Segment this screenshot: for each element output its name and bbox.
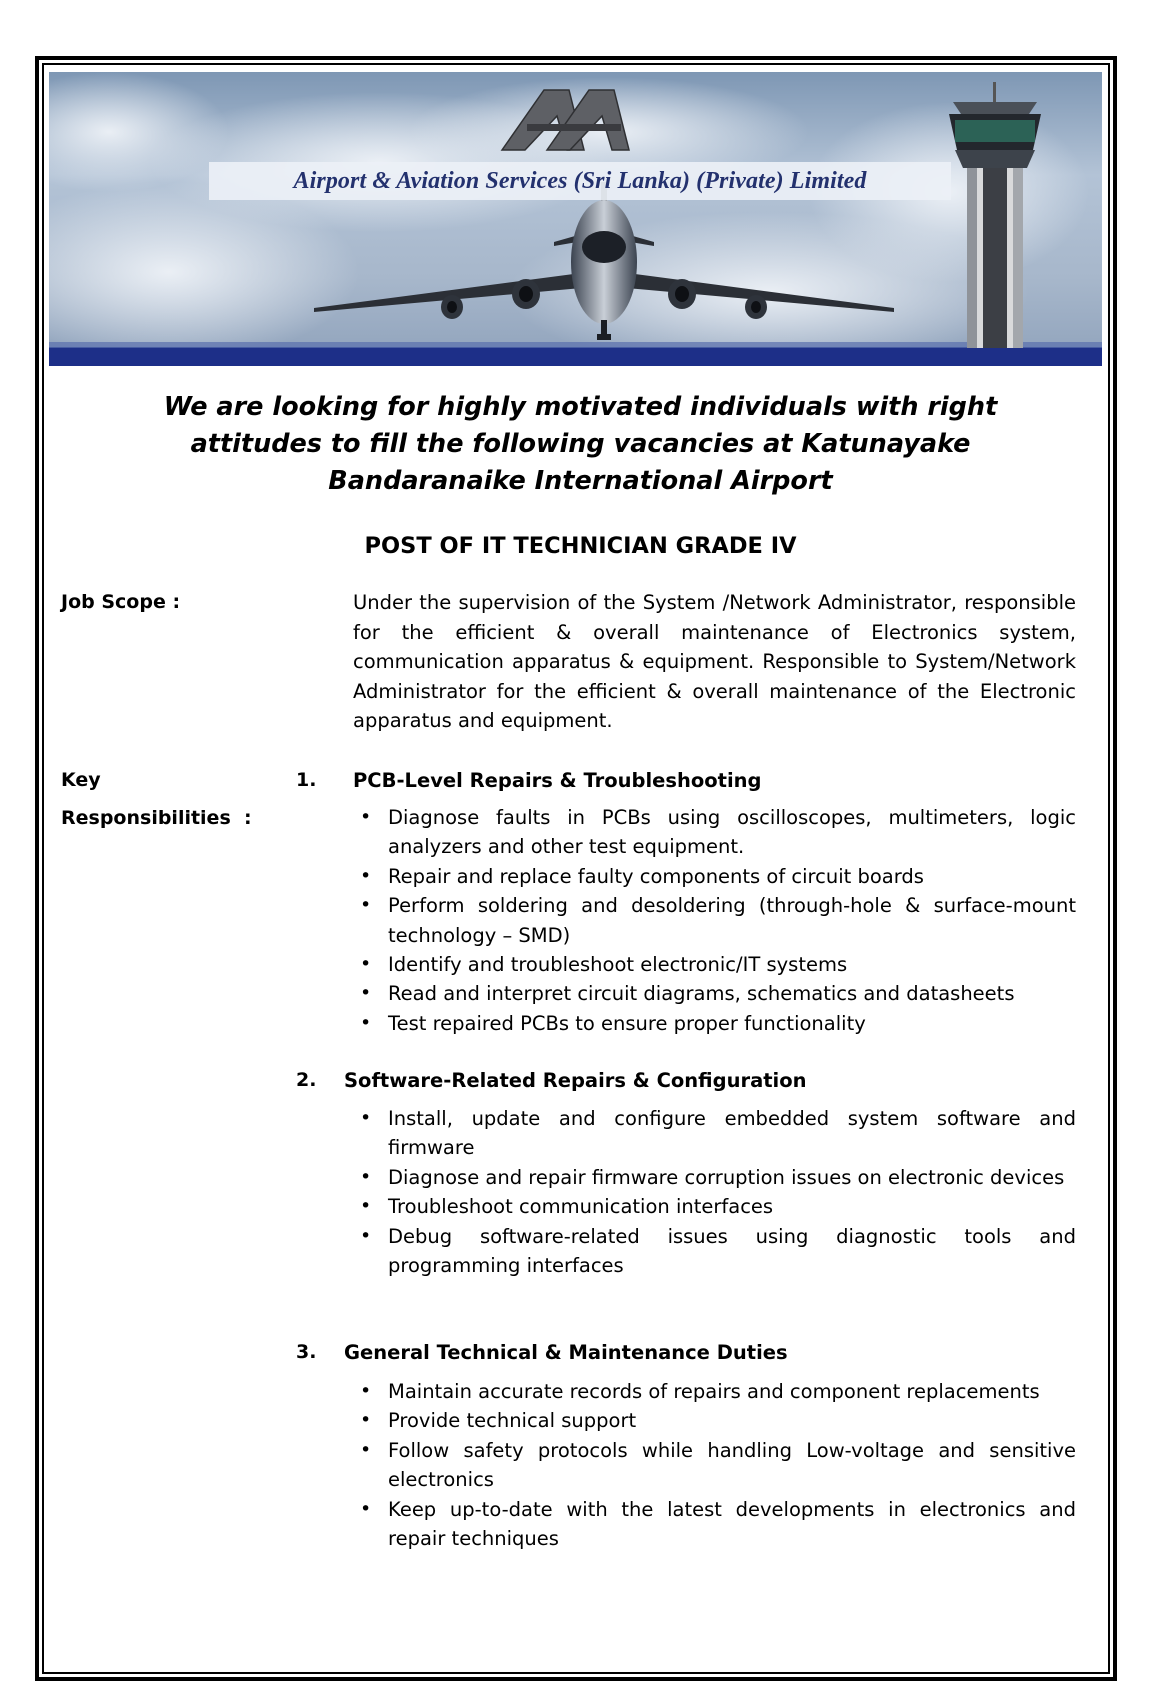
list-item: • Test repaired PCBs to ensure proper functionality xyxy=(360,1009,1076,1038)
list-item: • Troubleshoot communication interfaces xyxy=(360,1192,1076,1221)
list-item: • Debug software-related issues using diagnostic tools and programming interfaces xyxy=(360,1222,1076,1281)
section-2-heading: Software-Related Repairs & Configuration xyxy=(344,1069,807,1092)
list-item: • Repair and replace faulty components of circuit boards xyxy=(360,862,1076,891)
list-item: • Diagnose faults in PCBs using oscilloscopes, multimeters, logic analyzers and other test equipment. xyxy=(360,803,1076,862)
job-scope-text: Under the supervision of the System /Network Administrator, responsible for the efficient & overall maintenance of Electronics system, communication apparatus & equipment. Responsible to System/Network Administrator for the efficient & overall maintenance of the Electronic apparatus and equipment. xyxy=(353,591,1076,732)
list-item: • Provide technical support xyxy=(360,1406,1076,1435)
company-name: Airport & Aviation Services (Sri Lanka) (Private) Limited xyxy=(293,167,867,194)
section-2-number: 2. xyxy=(296,1069,317,1091)
section-3-number: 3. xyxy=(296,1341,317,1363)
section-3-list xyxy=(360,1377,1076,1553)
section-2-list xyxy=(360,1104,1076,1280)
company-name-box xyxy=(209,162,951,200)
section-1-list xyxy=(360,803,1076,1038)
list-item: • Maintain accurate records of repairs and component replacements xyxy=(360,1377,1076,1406)
list-item: • Keep up-to-date with the latest developments in electronics and repair techniques xyxy=(360,1495,1076,1554)
section-3-heading: General Technical & Maintenance Duties xyxy=(344,1341,788,1364)
list-item: • Identify and troubleshoot electronic/IT systems xyxy=(360,950,1076,979)
key-responsibilities-label-line-1: Key xyxy=(61,769,101,791)
job-scope-label: Job Scope : xyxy=(61,591,181,613)
list-item: • Perform soldering and desoldering (through-hole & surface-mount technology – SMD) xyxy=(360,891,1076,950)
list-item: • Install, update and configure embedded system software and firmware xyxy=(360,1104,1076,1163)
headline-line-1: We are looking for highly motivated individuals with right xyxy=(163,392,998,422)
list-item: • Diagnose and repair firmware corruption issues on electronic devices xyxy=(360,1163,1076,1192)
list-item: • Read and interpret circuit diagrams, schematics and datasheets xyxy=(360,979,1076,1008)
list-item: • Follow safety protocols while handling Low-voltage and sensitive electronics xyxy=(360,1436,1076,1495)
headline-line-3: Bandaranaike International Airport xyxy=(328,466,833,496)
post-title: POST OF IT TECHNICIAN GRADE IV xyxy=(364,533,797,559)
section-1-number: 1. xyxy=(296,769,317,791)
sky-background xyxy=(49,72,1102,366)
key-responsibilities-label-line-2: Responsibilities : xyxy=(61,807,252,829)
header-banner xyxy=(49,72,1102,366)
headline-line-2: attitudes to fill the following vacancies at Katunayake xyxy=(190,429,971,459)
headline xyxy=(60,389,1101,500)
section-1-heading: PCB-Level Repairs & Troubleshooting xyxy=(353,769,762,792)
